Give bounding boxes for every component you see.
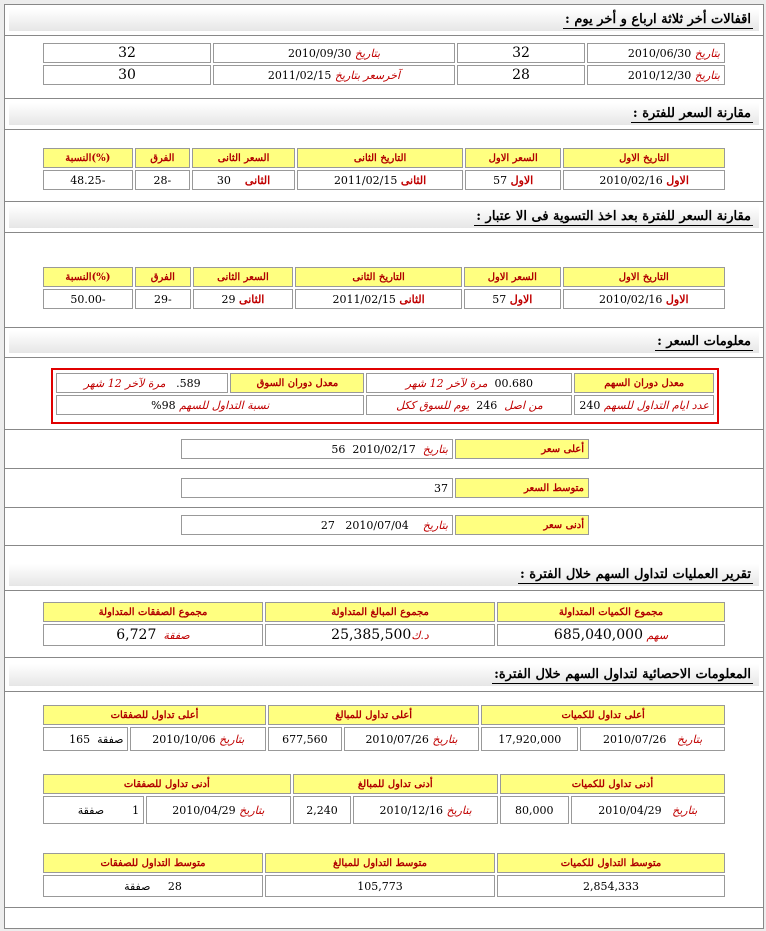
turnover-table [54,371,716,417]
table-row [181,478,589,498]
second-date-cell: الثانى 2011/02/15 [297,170,463,190]
table-header-row [43,148,725,168]
report-page [4,4,764,929]
stat-value-cell: 1 صفقة [43,796,144,824]
low-price-label: أدنى سعر [455,515,589,535]
divider [5,429,763,430]
last-price-value: 30 [43,65,211,85]
second-price-cell: الثانى 29 [193,289,293,309]
table-header-row [43,774,725,794]
section-header-price-info [9,331,759,353]
section-header-operations [9,564,759,586]
section-title: مقارنة السعر للفترة : [632,106,751,121]
low-price-cell: بتاريخ 2010/07/04 27 [181,515,453,535]
table-row [43,170,725,190]
market-turnover-label: معدل دوران السوق [230,373,364,393]
divider [5,907,763,908]
column-header: أعلى تداول للصفقات [43,705,266,725]
avg-amount-cell: 105,773 [265,875,495,897]
stat-date-cell: بتاريخ 2010/04/29 [571,796,725,824]
turnover-cell: 00.680 مرة لآخر 12 شهر [366,373,572,393]
column-header: مجموع الصفقات المتداولة [43,602,263,622]
stat-value-cell: 677,560 [268,727,342,751]
first-date-cell: الاول 2010/02/16 [563,170,725,190]
table-row [43,65,725,85]
column-header: مجموع المبالغ المتداولة [265,602,495,622]
section-title: اقفالات أخر ثلاثة ارباع و أخر يوم : [565,12,751,27]
turnover-label: معدل دوران السهم [574,373,714,393]
column-header: التاريخ الاول [563,267,725,287]
divider [5,327,763,328]
total-deals-cell: صفقة 6,727 [43,624,263,646]
pct-cell: -48.25 [43,170,133,190]
high-price-cell: بتاريخ 2010/02/17 56 [181,439,453,459]
first-price-cell: الاول 57 [464,289,561,309]
closing-date-cell: بتاريخ 2010/09/30 [213,43,455,63]
stat-value-cell: 80,000 [500,796,569,824]
section-header-compare [9,103,759,125]
first-price-cell: الاول 57 [465,170,561,190]
column-header: السعر الثانى [193,267,293,287]
column-header: السعر الثانى [192,148,295,168]
stat-date-cell: بتاريخ 2010/10/06 [130,727,266,751]
table-header-row [43,267,725,287]
table-header-row [43,853,725,873]
section-title: معلومات السعر : [657,334,751,349]
column-header: أعلى تداول للكميات [481,705,725,725]
column-header: السعر الاول [464,267,561,287]
avg-price-label: متوسط السعر [455,478,589,498]
high-price-table [179,437,591,461]
divider [5,657,763,658]
turnover-box [51,368,719,424]
closings-table [41,41,727,87]
stat-value-cell: صفقة 165 [43,727,128,751]
first-date-cell: الاول 2010/02/16 [563,289,725,309]
stat-date-cell: بتاريخ 2010/07/26 [580,727,725,751]
low-price-table [179,513,591,537]
total-amount-cell: د.ك25,385,500 [265,624,495,646]
market-turnover-cell: 589. مرة لآخر 12 شهر [56,373,228,393]
column-header: الفرق [135,148,191,168]
divider [5,35,763,36]
table-header-row [43,602,725,622]
table-row [43,875,725,897]
column-header: التاريخ الثانى [297,148,463,168]
stat-date-cell: بتاريخ 2010/12/16 [353,796,498,824]
divider [5,232,763,233]
closing-date-cell: بتاريخ 2010/06/30 [587,43,725,63]
market-days-cell: من اصل 246 يوم للسوق ككل [366,395,572,415]
divider [5,129,763,130]
compare-table [41,146,727,192]
stat-value-cell: 17,920,000 [481,727,578,751]
section-header-compare-adjusted [9,206,759,228]
table-row [181,439,589,459]
average-trading-table [41,851,727,899]
operations-table [41,600,727,648]
diff-cell: -29 [135,289,191,309]
second-price-cell: الثانى 30 [192,170,295,190]
highest-trading-table [41,703,727,753]
column-header: متوسط التداول للكميات [497,853,725,873]
column-header: (%)النسبة [43,267,133,287]
section-title: مقارنة السعر للفترة بعد اخذ التسوية فى الا عتبار : [476,209,751,224]
section-title: المعلومات الاحصائية لتداول السهم خلال الفترة: [494,667,751,682]
compare-adjusted-table [41,265,727,311]
divider [5,691,763,692]
trading-days-cell: عدد ايام التداول للسهم 240 [574,395,714,415]
divider [5,545,763,546]
stat-date-cell: بتاريخ 2010/07/26 [344,727,480,751]
lowest-trading-table [41,772,727,826]
last-price-date-cell: آخرسعر بتاريخ 2011/02/15 [213,65,455,85]
section-title: تقرير العمليات لتداول السهم خلال الفترة : [519,567,751,582]
column-header: متوسط التداول للمبالغ [265,853,495,873]
column-header: (%)النسبة [43,148,133,168]
column-header: الفرق [135,267,191,287]
table-row [56,395,714,415]
high-price-label: أعلى سعر [455,439,589,459]
column-header: أعلى تداول للمبالغ [268,705,479,725]
table-header-row [43,705,725,725]
table-row [43,289,725,309]
divider [5,357,763,358]
avg-deals-cell: 28 صفقة [43,875,263,897]
stat-value-cell: 2,240 [293,796,352,824]
divider [5,590,763,591]
divider [5,507,763,508]
column-header: أدنى تداول للمبالغ [293,774,498,794]
section-header-statistics [9,664,759,686]
column-header: متوسط التداول للصفقات [43,853,263,873]
column-header: السعر الاول [465,148,561,168]
closing-value: 32 [457,43,585,63]
table-row [181,515,589,535]
section-header-closings [9,9,759,31]
closing-date-cell: بتاريخ 2010/12/30 [587,65,725,85]
table-row [43,727,725,751]
avg-price-table [179,476,591,500]
trading-ratio-cell: نسبة التداول للسهم 98% [56,395,364,415]
pct-cell: -50.00 [43,289,133,309]
column-header: أدنى تداول للكميات [500,774,725,794]
column-header: أدنى تداول للصفقات [43,774,291,794]
closing-value: 32 [43,43,211,63]
closing-value: 28 [457,65,585,85]
table-row [56,373,714,393]
divider [5,98,763,99]
total-qty-cell: سهم 685,040,000 [497,624,725,646]
table-row [43,624,725,646]
divider [5,468,763,469]
diff-cell: -28 [135,170,191,190]
column-header: التاريخ الثانى [295,267,462,287]
divider [5,201,763,202]
stat-date-cell: بتاريخ 2010/04/29 [146,796,291,824]
column-header: مجموع الكميات المتداولة [497,602,725,622]
avg-qty-cell: 2,854,333 [497,875,725,897]
avg-price-cell: 37 [181,478,453,498]
table-row [43,796,725,824]
table-row [43,43,725,63]
second-date-cell: الثانى 2011/02/15 [295,289,462,309]
column-header: التاريخ الاول [563,148,725,168]
